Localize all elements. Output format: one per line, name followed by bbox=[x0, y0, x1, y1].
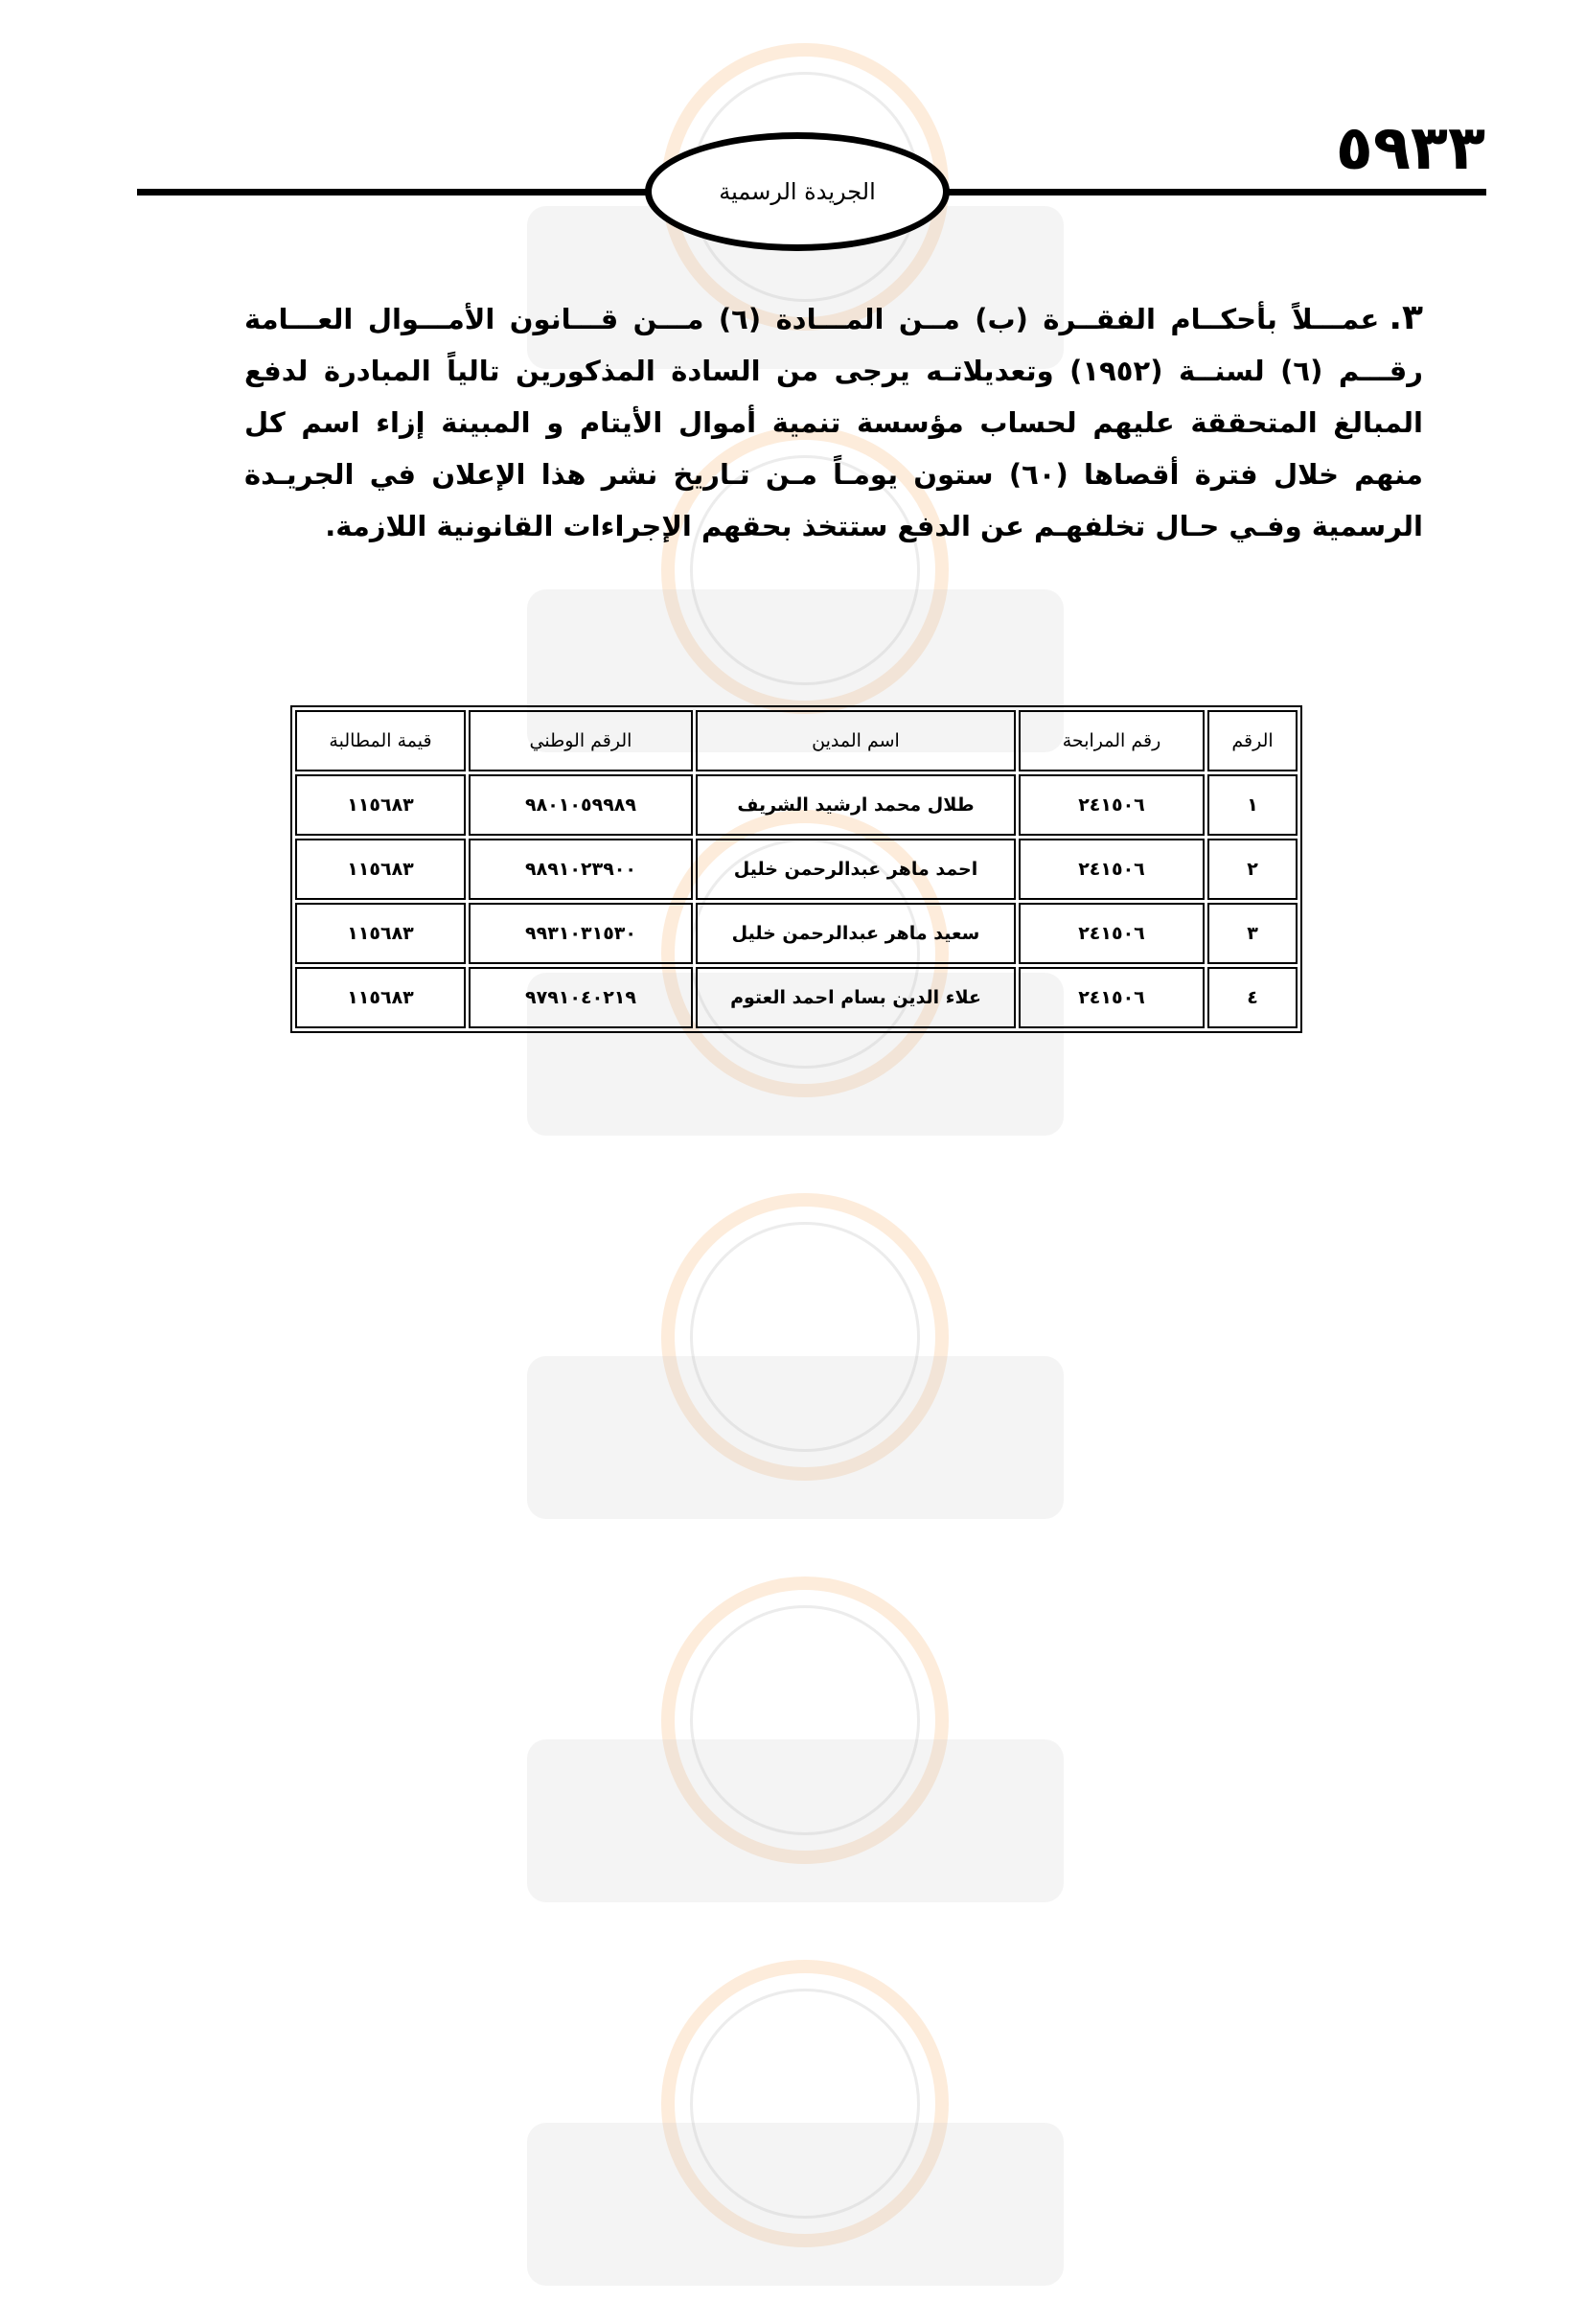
table-row bbox=[295, 839, 1298, 900]
notice-paragraph bbox=[244, 292, 1423, 552]
cell-national-id: ٩٧٩١٠٤٠٢١٩ bbox=[469, 967, 693, 1028]
cell-claim: ١١٥٦٨٣ bbox=[295, 967, 466, 1028]
watermark-logo bbox=[508, 1960, 1083, 2324]
cell-name: احمد ماهر عبدالرحمن خليل bbox=[696, 839, 1016, 900]
header-murabaha: رقم المرابحة bbox=[1019, 710, 1205, 771]
item-number: ٣. bbox=[1389, 298, 1423, 337]
cell-name: سعيد ماهر عبدالرحمن خليل bbox=[696, 903, 1016, 964]
cell-murabaha: ٢٤١٥٠٦ bbox=[1019, 774, 1205, 836]
cell-claim: ١١٥٦٨٣ bbox=[295, 903, 466, 964]
table-row bbox=[295, 967, 1298, 1028]
notice-text: عمـــلاً بأحكــام الفقــرة (ب) مــن المـــادة (٦) مـــن قـــانون الأمـــوال العـــامة رقـــم (٦) لسنــة (١٩٥٢) وتعديلاتـه يرجى من السادة المذكورين تالياً المبادرة لدفع المبالغ المتحققة عليهم لحساب مؤسسة تنمية أموال الأيتام و المبينة إزاء اسم كل منهم خلال فترة أقصاها (٦٠) ستون يومـاً مـن تـاريخ نشر هذا الإعلان في الجريـدة الرسمية وفـي حـال تخلفهـم عن الدفع ستتخذ بحقهم الإجراءات القانونية اللازمة. bbox=[244, 303, 1423, 542]
header-claim-value: قيمة المطالبة bbox=[295, 710, 466, 771]
table-row bbox=[295, 903, 1298, 964]
table-header-row bbox=[295, 710, 1298, 771]
cell-murabaha: ٢٤١٥٠٦ bbox=[1019, 839, 1205, 900]
debtors-table bbox=[290, 705, 1302, 1033]
cell-name: طلال محمد ارشيد الشريف bbox=[696, 774, 1016, 836]
cell-national-id: ٩٩٣١٠٣١٥٣٠ bbox=[469, 903, 693, 964]
header-number: الرقم bbox=[1207, 710, 1298, 771]
cell-national-id: ٩٨٩١٠٢٣٩٠٠ bbox=[469, 839, 693, 900]
gazette-title: الجريدة الرسمية bbox=[719, 178, 876, 205]
table-row bbox=[295, 774, 1298, 836]
header-national-id: الرقم الوطني bbox=[469, 710, 693, 771]
watermark-logo bbox=[508, 1193, 1083, 1557]
header-oval bbox=[645, 132, 950, 251]
header-debtor-name: اسم المدين bbox=[696, 710, 1016, 771]
cell-name: علاء الدين بسام احمد العتوم bbox=[696, 967, 1016, 1028]
cell-claim: ١١٥٦٨٣ bbox=[295, 774, 466, 836]
cell-number: ١ bbox=[1207, 774, 1298, 836]
page-number: ٥٩٣٣ bbox=[1335, 113, 1485, 184]
cell-claim: ١١٥٦٨٣ bbox=[295, 839, 466, 900]
cell-number: ٢ bbox=[1207, 839, 1298, 900]
cell-number: ٣ bbox=[1207, 903, 1298, 964]
cell-murabaha: ٢٤١٥٠٦ bbox=[1019, 967, 1205, 1028]
cell-national-id: ٩٨٠١٠٥٩٩٨٩ bbox=[469, 774, 693, 836]
cell-number: ٤ bbox=[1207, 967, 1298, 1028]
watermark-logo bbox=[508, 1576, 1083, 1941]
cell-murabaha: ٢٤١٥٠٦ bbox=[1019, 903, 1205, 964]
